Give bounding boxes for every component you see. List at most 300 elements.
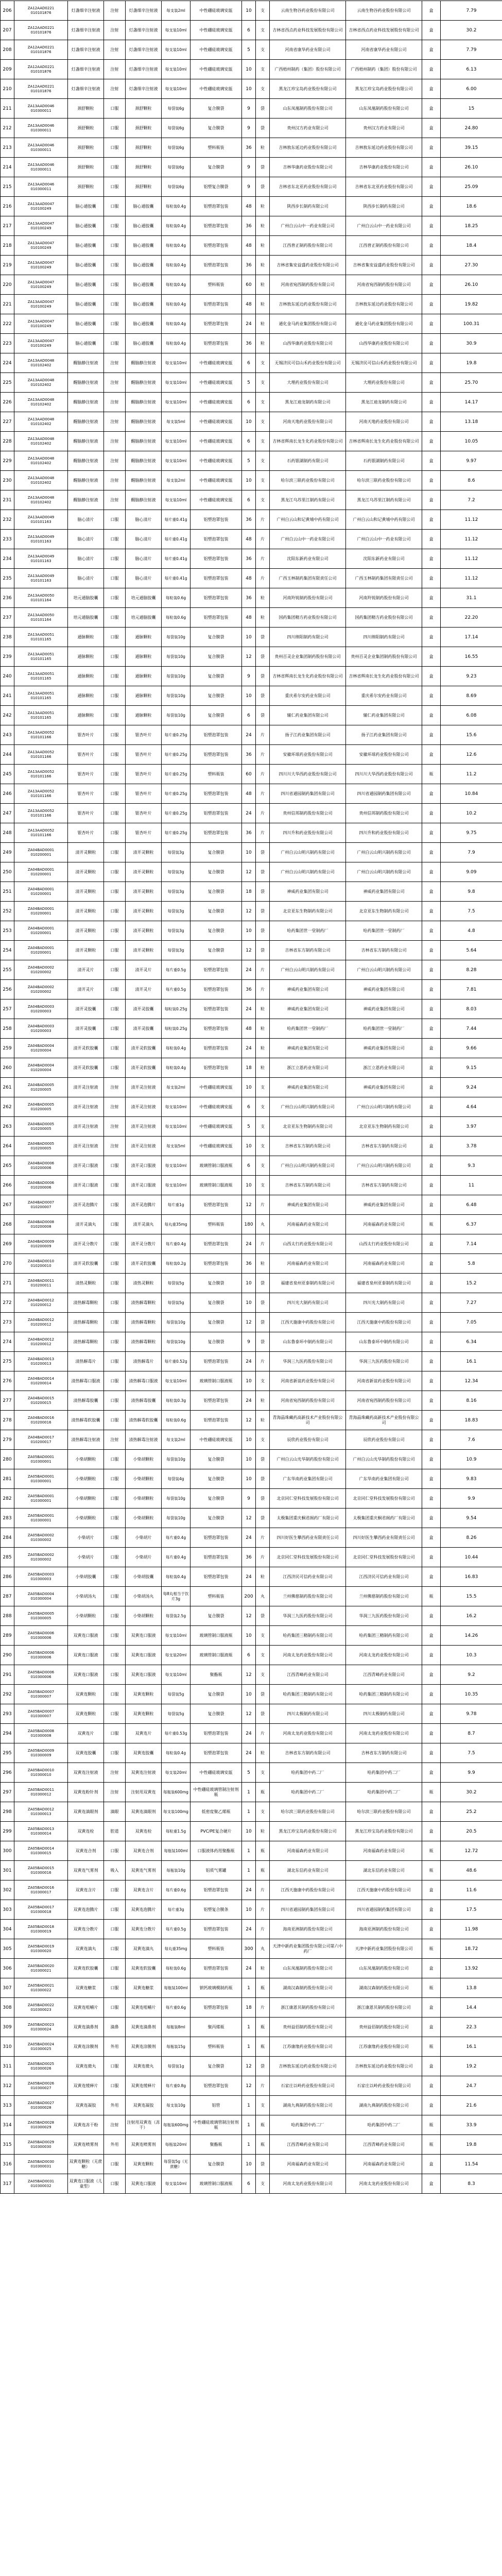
packaging-cell: 铝塑泡罩包装 — [191, 1880, 242, 1900]
license-holder-cell: 河南太龙药业股份有限公司 — [346, 2174, 422, 2194]
license-holder-cell: 扬子江药业集团有限公司 — [346, 725, 422, 745]
drug-name-cell: 清开灵注射液 — [68, 1117, 104, 1137]
route-cell: 注射 — [104, 451, 126, 471]
license-holder-cell: 黑龙江珍宝岛药业股份有限公司 — [346, 79, 422, 99]
packaging-cell: 低密度聚乙烯瓶 — [191, 1802, 242, 1822]
drug-code-cell: ZA04BAD0001 010200001 — [14, 882, 68, 902]
manufacturer-cell: 哈药集团中药二厂 — [270, 1763, 346, 1783]
drug-code-cell: ZA13AAD0051 010101165 — [14, 628, 68, 647]
spec-cell: 每粒装0.6g — [162, 608, 191, 628]
table-row — [1, 21, 502, 40]
table-row — [1, 2018, 502, 2037]
price-cell: 9.2 — [441, 1665, 502, 1685]
table-row — [1, 471, 502, 490]
pack-unit-cell: 盒 — [422, 804, 441, 823]
pack-quantity-cell: 10 — [242, 921, 256, 941]
dosage-name-cell: 双黄连口服液 — [126, 2174, 162, 2194]
table-row — [1, 138, 502, 158]
dosage-name-cell: 颈舒颗粒 — [126, 158, 162, 177]
drug-name-cell: 脑心通胶囊 — [68, 295, 104, 314]
pack-unit-cell: 盒 — [422, 256, 441, 275]
manufacturer-cell: 河南省康华药业有限公司 — [270, 40, 346, 60]
manufacturer-cell: 四川太极制药有限公司 — [270, 1704, 346, 1724]
table-row — [1, 118, 502, 138]
drug-name-cell: 双黄连分散片 — [68, 1920, 104, 1939]
table-row — [1, 1920, 502, 1939]
spec-cell: 每片重0.53g — [162, 1724, 191, 1743]
packaging-cell: 铝塑泡罩包装 — [191, 2076, 242, 2096]
pack-unit-cell: 盒 — [422, 1117, 441, 1137]
spec-cell: 每片重0.52g — [162, 1352, 191, 1371]
manufacturer-cell: 海南亚洲制药股份有限公司 — [270, 1920, 346, 1939]
price-cell: 10.35 — [441, 1685, 502, 1704]
drug-code-cell: ZA13AAD0049 010101163 — [14, 569, 68, 588]
drug-name-cell: 清热解毒颗粒 — [68, 1293, 104, 1313]
spec-cell: 每瓶装100ml — [162, 1978, 191, 1998]
pack-quantity-cell: 1 — [242, 1841, 256, 1861]
row-number-cell: 251 — [1, 882, 14, 902]
row-number-cell: 303 — [1, 1900, 14, 1920]
route-cell: 口服 — [104, 1998, 126, 2018]
min-unit-cell: 粒 — [256, 1019, 270, 1039]
drug-code-cell: ZA04BAD0011 010200011 — [14, 1274, 68, 1293]
min-unit-cell: 袋 — [256, 862, 270, 882]
pack-quantity-cell: 10 — [242, 1469, 256, 1489]
row-number-cell: 296 — [1, 1763, 14, 1783]
row-number-cell: 257 — [1, 999, 14, 1019]
license-holder-cell: 浙江康恩贝制药股份有限公司 — [346, 1998, 422, 2018]
drug-code-cell: ZA05BAD0023 010300024 — [14, 2018, 68, 2037]
drug-code-cell: ZA04BAD0012 010200012 — [14, 1313, 68, 1332]
price-cell: 100.31 — [441, 314, 502, 334]
packaging-cell: 口服液体药用聚酯瓶 — [191, 1841, 242, 1861]
spec-cell: 每粒重1.5g — [162, 1822, 191, 1841]
pack-unit-cell: 盒 — [422, 99, 441, 118]
drug-code-cell: ZA04BAD0002 010200002 — [14, 960, 68, 980]
spec-cell: 每片重0.41g — [162, 569, 191, 588]
min-unit-cell: 袋 — [256, 647, 270, 667]
route-cell: 外用 — [104, 2037, 126, 2057]
packaging-cell: 复合膜袋 — [191, 2057, 242, 2076]
route-cell: 口服 — [104, 862, 126, 882]
row-number-cell: 297 — [1, 1783, 14, 1802]
drug-name-cell: 双黄连微丸 — [68, 2057, 104, 2076]
drug-name-cell: 脑心清片 — [68, 569, 104, 588]
pack-unit-cell: 盒 — [422, 1156, 441, 1176]
pack-quantity-cell: 12 — [242, 862, 256, 882]
packaging-cell: 铝塑泡罩包装 — [191, 588, 242, 608]
table-row — [1, 1606, 502, 1626]
min-unit-cell: 粒 — [256, 256, 270, 275]
table-row — [1, 1998, 502, 2018]
drug-code-cell: ZA13AAD0051 010101165 — [14, 686, 68, 706]
license-holder-cell: 陕西步长制药有限公司 — [346, 197, 422, 216]
packaging-cell: 铝塑复合膜袋 — [191, 177, 242, 197]
min-unit-cell: 片 — [256, 804, 270, 823]
price-cell: 6.37 — [441, 1215, 502, 1234]
spec-cell: 每袋装10g — [162, 667, 191, 686]
pack-quantity-cell: 10 — [242, 471, 256, 490]
packaging-cell: 中性硼硅玻璃安瓿 — [191, 432, 242, 451]
dosage-name-cell: 双黄连凝胶 — [126, 2096, 162, 2115]
manufacturer-cell: 河南福森药业有限公司 — [270, 2155, 346, 2174]
price-cell: 7.9 — [441, 843, 502, 862]
spec-cell: 每片重0.4g — [162, 1234, 191, 1254]
table-row — [1, 1665, 502, 1685]
min-unit-cell: 片 — [256, 960, 270, 980]
row-number-cell: 307 — [1, 1978, 14, 1998]
pack-quantity-cell: 6 — [242, 21, 256, 40]
drug-code-cell: ZA04BAD0007 010200007 — [14, 1195, 68, 1215]
manufacturer-cell: 四川好医生攀西药业有限责任公司 — [270, 1528, 346, 1548]
pack-unit-cell: 盒 — [422, 177, 441, 197]
dosage-name-cell: 清开灵软胶囊 — [126, 1039, 162, 1058]
pack-quantity-cell: 6 — [242, 1156, 256, 1176]
license-holder-cell: 广州白云山明兴制药有限公司 — [346, 862, 422, 882]
drug-name-cell: 清热解毒颗粒 — [68, 1313, 104, 1332]
drug-name-cell: 颈舒颗粒 — [68, 177, 104, 197]
pack-quantity-cell: 6 — [242, 353, 256, 373]
drug-code-cell: ZA05BAD0009 010300009 — [14, 1743, 68, 1763]
manufacturer-cell: 北京同仁堂科技发展股份有限公司 — [270, 1489, 346, 1509]
drug-name-cell: 通脉颗粒 — [68, 706, 104, 725]
table-row — [1, 1352, 502, 1371]
dosage-name-cell: 脑心通胶囊 — [126, 334, 162, 353]
pack-quantity-cell: 36 — [242, 823, 256, 843]
dosage-name-cell: 清热解毒胶囊 — [126, 1391, 162, 1411]
dosage-name-cell: 脑心通胶囊 — [126, 216, 162, 236]
row-number-cell: 233 — [1, 530, 14, 549]
manufacturer-cell: 大理药业股份有限公司 — [270, 373, 346, 393]
route-cell: 口服 — [104, 1978, 126, 1998]
dosage-name-cell: 醒脑静注射液 — [126, 471, 162, 490]
pack-quantity-cell: 12 — [242, 1313, 256, 1332]
price-cell: 15.6 — [441, 725, 502, 745]
drug-code-cell: ZA05BAD0011 010300012 — [14, 1783, 68, 1802]
packaging-cell: 复合膜袋 — [191, 628, 242, 647]
dosage-name-cell: 醒脑静注射液 — [126, 490, 162, 510]
table-row — [1, 177, 502, 197]
drug-price-table — [0, 1, 502, 2194]
packaging-cell: 复合膜袋 — [191, 1509, 242, 1528]
pack-unit-cell: 盒 — [422, 373, 441, 393]
pack-unit-cell: 盒 — [422, 1567, 441, 1587]
dosage-name-cell: 双黄连口服液 — [126, 1665, 162, 1685]
price-cell: 48.6 — [441, 1861, 502, 1880]
pack-quantity-cell: 1 — [242, 1802, 256, 1822]
price-cell: 7.14 — [441, 1234, 502, 1254]
manufacturer-cell: 石家庄以岭药业股份有限公司 — [270, 2076, 346, 2096]
price-cell: 10.44 — [441, 1548, 502, 1567]
min-unit-cell: 粒 — [256, 588, 270, 608]
table-row — [1, 686, 502, 706]
pack-quantity-cell: 1 — [242, 2115, 256, 2135]
drug-name-cell: 小柴胡颗粒 — [68, 1606, 104, 1626]
row-number-cell: 220 — [1, 275, 14, 295]
packaging-cell: 中性硼硅玻璃安瓿 — [191, 451, 242, 471]
packaging-cell: 复合膜袋 — [191, 667, 242, 686]
spec-cell: 每粒装0.4g — [162, 275, 191, 295]
spec-cell: 每袋装10g — [162, 1489, 191, 1509]
min-unit-cell: 支 — [256, 21, 270, 40]
route-cell: 腔道 — [104, 1822, 126, 1841]
route-cell: 口服 — [104, 1019, 126, 1039]
drug-code-cell: ZA05BAD0002 010300002 — [14, 1528, 68, 1548]
drug-name-cell: 脑心通胶囊 — [68, 314, 104, 334]
min-unit-cell: 丸 — [256, 1587, 270, 1606]
packaging-cell: 聚酯瓶 — [191, 2135, 242, 2155]
spec-cell: 每袋装3g — [162, 882, 191, 902]
drug-code-cell: ZA12AAD0221 010101876 — [14, 60, 68, 79]
manufacturer-cell: 山西太行药业股份有限公司 — [270, 1234, 346, 1254]
price-cell: 6.08 — [441, 706, 502, 725]
dosage-name-cell: 清开灵颗粒 — [126, 862, 162, 882]
pack-quantity-cell: 12 — [242, 1665, 256, 1685]
row-number-cell: 294 — [1, 1724, 14, 1743]
route-cell: 注射 — [104, 393, 126, 412]
pack-quantity-cell: 36 — [242, 549, 256, 569]
license-holder-cell: 大理药业股份有限公司 — [346, 373, 422, 393]
table-row — [1, 1411, 502, 1430]
pack-quantity-cell: 60 — [242, 275, 256, 295]
pack-unit-cell: 盒 — [422, 1332, 441, 1352]
drug-code-cell: ZA13AAD0048 010102402 — [14, 490, 68, 510]
route-cell: 口服 — [104, 1548, 126, 1567]
row-number-cell: 283 — [1, 1509, 14, 1528]
price-cell: 11.6 — [441, 1880, 502, 1900]
route-cell: 注射 — [104, 471, 126, 490]
drug-code-cell: ZA12AAD0221 010101876 — [14, 40, 68, 60]
table-row — [1, 1391, 502, 1411]
min-unit-cell: 瓶 — [256, 2135, 270, 2155]
dosage-name-cell: 清开灵颗粒 — [126, 921, 162, 941]
license-holder-cell: 河南福森药业有限公司 — [346, 1254, 422, 1274]
price-cell: 33.9 — [441, 2115, 502, 2135]
table-row — [1, 1509, 502, 1528]
manufacturer-cell: 天津中新药业集团股份有限公司第六中药厂 — [270, 1939, 346, 1959]
packaging-cell: 铝塑泡罩包装 — [191, 216, 242, 236]
route-cell: 口服 — [104, 1156, 126, 1176]
table-row — [1, 823, 502, 843]
price-cell: 9.97 — [441, 451, 502, 471]
dosage-name-cell: 银杏叶片 — [126, 765, 162, 784]
packaging-cell: 复合膜袋 — [191, 1313, 242, 1332]
license-holder-cell: 吉林敖东延边药业股份有限公司 — [346, 2057, 422, 2076]
packaging-cell: 铝塑泡罩包装 — [191, 530, 242, 549]
manufacturer-cell: 吉林华康药业股份有限公司 — [270, 158, 346, 177]
drug-name-cell: 双黄连颗粒 — [68, 1685, 104, 1704]
packaging-cell: 铝塑泡罩包装 — [191, 1743, 242, 1763]
min-unit-cell: 支 — [256, 373, 270, 393]
min-unit-cell: 粒 — [256, 608, 270, 628]
row-number-cell: 250 — [1, 862, 14, 882]
pack-unit-cell: 瓶 — [422, 2115, 441, 2135]
min-unit-cell: 粒 — [256, 1743, 270, 1763]
dosage-name-cell: 小柴胡颗粒 — [126, 1489, 162, 1509]
packaging-cell: 中性硼硅玻璃安瓿 — [191, 1117, 242, 1137]
table-row — [1, 1743, 502, 1763]
min-unit-cell: 片 — [256, 549, 270, 569]
drug-code-cell: ZA05BAD0028 010300029 — [14, 2115, 68, 2135]
table-row — [1, 1254, 502, 1274]
drug-name-cell: 双黄连滴鼻剂 — [68, 2018, 104, 2037]
drug-name-cell: 脑心清片 — [68, 510, 104, 530]
manufacturer-cell: 辅仁药业集团有限公司 — [270, 706, 346, 725]
drug-code-cell: ZA04BAD0006 010200006 — [14, 1156, 68, 1176]
packaging-cell: 复合膜袋 — [191, 1685, 242, 1704]
manufacturer-cell: 山东鲁泰环中制药有限公司 — [270, 1332, 346, 1352]
drug-code-cell: ZA05BAD0025 010300026 — [14, 2057, 68, 2076]
drug-code-cell: ZA04BAD0010 010200010 — [14, 1254, 68, 1274]
drug-name-cell: 银杏叶片 — [68, 823, 104, 843]
table-row — [1, 1861, 502, 1880]
manufacturer-cell: 湖南汉森制药股份有限公司 — [270, 1978, 346, 1998]
table-row — [1, 804, 502, 823]
license-holder-cell: 贵州益佰制药股份有限公司 — [346, 2018, 422, 2037]
license-holder-cell: 四川川大华西药业股份有限公司 — [346, 765, 422, 784]
spec-cell: 每支装2ml — [162, 471, 191, 490]
packaging-cell: 中性硼硅玻璃安瓿 — [191, 60, 242, 79]
pack-quantity-cell: 12 — [242, 941, 256, 960]
pack-unit-cell: 盒 — [422, 960, 441, 980]
dosage-name-cell: 双黄连合剂 — [126, 1841, 162, 1861]
pack-quantity-cell: 12 — [242, 1411, 256, 1430]
price-cell: 7.27 — [441, 1293, 502, 1313]
license-holder-cell: 北京同仁堂科技发展股份有限公司 — [346, 1489, 422, 1509]
pack-unit-cell: 盒 — [422, 158, 441, 177]
spec-cell: 每粒装0.3g — [162, 1391, 191, 1411]
drug-name-cell: 小柴胡胶囊 — [68, 1567, 104, 1587]
pack-quantity-cell: 24 — [242, 314, 256, 334]
license-holder-cell: 哈药集团中药二厂 — [346, 2115, 422, 2135]
row-number-cell: 240 — [1, 667, 14, 686]
pack-unit-cell: 盒 — [422, 1606, 441, 1626]
dosage-name-cell: 双黄连注射液 — [126, 1763, 162, 1783]
row-number-cell: 289 — [1, 1626, 14, 1646]
row-number-cell: 232 — [1, 510, 14, 530]
manufacturer-cell: 北京亚东生物制药有限公司 — [270, 1117, 346, 1137]
license-holder-cell: 四川升和药业股份有限公司 — [346, 823, 422, 843]
license-holder-cell: 浙江立恩药业有限公司 — [346, 1058, 422, 1078]
dosage-name-cell: 银杏叶片 — [126, 784, 162, 804]
pack-unit-cell: 盒 — [422, 1254, 441, 1274]
table-row — [1, 1587, 502, 1606]
pack-quantity-cell: 10 — [242, 1450, 256, 1469]
pack-quantity-cell: 24 — [242, 1391, 256, 1411]
manufacturer-cell: 华润三九医药股份有限公司 — [270, 1606, 346, 1626]
spec-cell: 每袋装6g — [162, 177, 191, 197]
drug-name-cell: 清热解毒颗粒 — [68, 1332, 104, 1352]
pack-unit-cell: 盒 — [422, 862, 441, 882]
dosage-name-cell: 醒脑静注射液 — [126, 412, 162, 432]
pack-quantity-cell: 6 — [242, 393, 256, 412]
price-cell: 11.12 — [441, 510, 502, 530]
min-unit-cell: 袋 — [256, 921, 270, 941]
min-unit-cell: 瓶 — [256, 1841, 270, 1861]
manufacturer-cell: 广州白云山明兴制药有限公司 — [270, 843, 346, 862]
table-row — [1, 1, 502, 21]
manufacturer-cell: 广西梧州制药（集团）股份有限公司 — [270, 60, 346, 79]
dosage-name-cell: 颈舒颗粒 — [126, 138, 162, 158]
spec-cell: 每袋装6g — [162, 138, 191, 158]
min-unit-cell: 支 — [256, 412, 270, 432]
table-row — [1, 1137, 502, 1156]
spec-cell: 每支装10ml — [162, 60, 191, 79]
license-holder-cell: 华润三九医药股份有限公司 — [346, 1606, 422, 1626]
row-number-cell: 270 — [1, 1254, 14, 1274]
pack-unit-cell: 瓶 — [422, 1939, 441, 1959]
row-number-cell: 208 — [1, 40, 14, 60]
pack-unit-cell: 盒 — [422, 569, 441, 588]
drug-code-cell: ZA04BAD0014 010200014 — [14, 1371, 68, 1391]
dosage-name-cell: 银杏叶片 — [126, 745, 162, 765]
pack-unit-cell: 盒 — [422, 784, 441, 804]
dosage-name-cell: 双黄连颗粒 — [126, 1685, 162, 1704]
route-cell: 口服 — [104, 314, 126, 334]
pack-quantity-cell: 9 — [242, 177, 256, 197]
spec-cell: 每支装2ml — [162, 1, 191, 21]
min-unit-cell: 支 — [256, 1763, 270, 1783]
drug-code-cell: ZA05BAD0006 010300006 — [14, 1646, 68, 1665]
license-holder-cell: 湖南九典制药股份有限公司 — [346, 2096, 422, 2115]
pack-quantity-cell: 48 — [242, 530, 256, 549]
manufacturer-cell: 江西天施康中药股份有限公司 — [270, 1313, 346, 1332]
manufacturer-cell: 黑龙江迪龙制药有限公司 — [270, 393, 346, 412]
drug-code-cell: ZA05BAD0026 010300027 — [14, 2076, 68, 2096]
dosage-name-cell: 双黄连气雾剂 — [126, 1861, 162, 1880]
packaging-cell: 铝塑泡罩包装 — [191, 804, 242, 823]
spec-cell: 每袋装10g — [162, 1450, 191, 1469]
spec-cell: 每瓶装8ml — [162, 2018, 191, 2037]
dosage-name-cell: 双黄连滴丸 — [126, 1939, 162, 1959]
license-holder-cell: 神威药业集团有限公司 — [346, 1039, 422, 1058]
dosage-name-cell: 通脉颗粒 — [126, 628, 162, 647]
price-cell: 18.72 — [441, 1939, 502, 1959]
row-number-cell: 223 — [1, 334, 14, 353]
min-unit-cell: 瓶 — [256, 1783, 270, 1802]
row-number-cell: 218 — [1, 236, 14, 256]
pack-unit-cell: 盒 — [422, 471, 441, 490]
row-number-cell: 228 — [1, 432, 14, 451]
spec-cell: 每支装20ml — [162, 1646, 191, 1665]
spec-cell: 每支装10ml — [162, 393, 191, 412]
pack-unit-cell: 盒 — [422, 1391, 441, 1411]
price-cell: 7.05 — [441, 1313, 502, 1332]
spec-cell: 每片重1g — [162, 1195, 191, 1215]
packaging-cell: 中性硼硅玻璃安瓿 — [191, 1078, 242, 1097]
pack-quantity-cell: 6 — [242, 1646, 256, 1665]
price-cell: 13.8 — [441, 1978, 502, 1998]
min-unit-cell: 片 — [256, 1900, 270, 1920]
table-row — [1, 569, 502, 588]
pack-quantity-cell: 9 — [242, 1489, 256, 1509]
dosage-name-cell: 清开灵颗粒 — [126, 882, 162, 902]
price-cell: 10.84 — [441, 784, 502, 804]
min-unit-cell: 丸 — [256, 1215, 270, 1234]
license-holder-cell: 黑龙江迪龙制药有限公司 — [346, 393, 422, 412]
dosage-name-cell: 清开灵软胶囊 — [126, 1058, 162, 1078]
row-number-cell: 317 — [1, 2174, 14, 2194]
price-cell: 8.28 — [441, 960, 502, 980]
table-row — [1, 980, 502, 999]
route-cell: 口服 — [104, 882, 126, 902]
drug-name-cell: 清开灵胶囊 — [68, 1019, 104, 1039]
table-row — [1, 236, 502, 256]
drug-code-cell: ZA13AAD0052 010101166 — [14, 784, 68, 804]
drug-name-cell: 双黄连注射液 — [68, 1763, 104, 1783]
drug-code-cell: ZA13AAD0049 010101163 — [14, 549, 68, 569]
drug-name-cell: 培元通脑胶囊 — [68, 608, 104, 628]
